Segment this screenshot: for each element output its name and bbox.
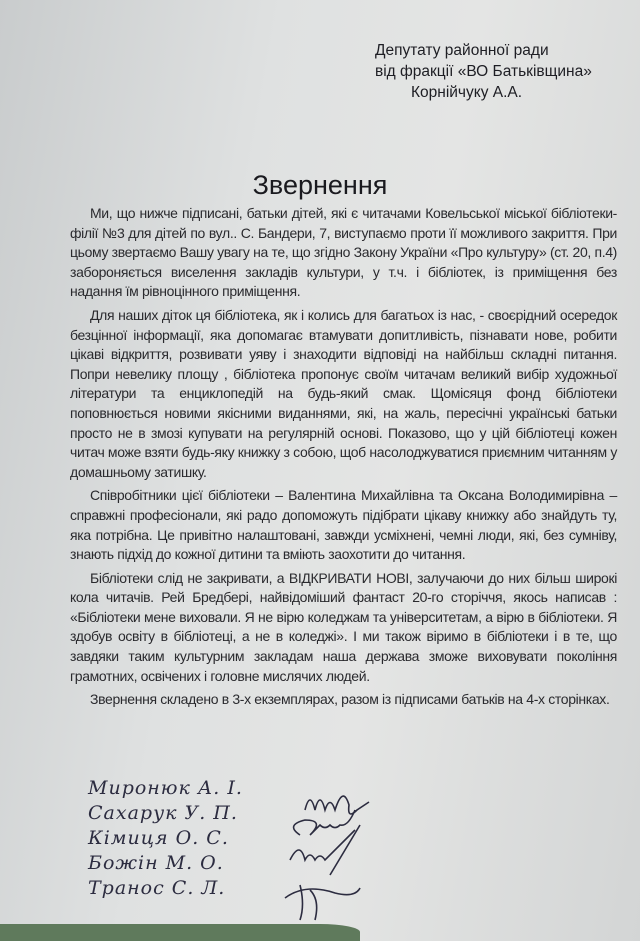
signature-name: Божін М. О. xyxy=(88,852,224,874)
addressee-line: від фракції «ВО Батьківщина» xyxy=(375,63,592,80)
background-surface xyxy=(0,924,360,941)
paragraph: Співробітники цієї бібліотеки – Валентина Михайлівна та Оксана Володимирівна – справжні професіонали, які радо допоможуть підібрати цікаву книжку або знайдуть ту, яка потрібна. Це привітно налаштовані, завжди усміхнені, чемні люди, які, без сумніву, знають підхід до кожної дитини та вміють заохотити до читання. xyxy=(70,487,617,563)
paragraph: Бібліотеки слід не закривати, а ВІДКРИВАТИ НОВІ, залучаючи до них більш широкі кола читачів. Рей Бредбері, найвідоміший фантаст 20-го сторіччя, якось написав : «Бібліотеки мене виховали. Я не вірю коледжам та університетам, а вірю в бібліотеки. Я здобув освіту в бібліотеці, а не в коледжі». І ми також віримо в бібліотеки і в те, що завдяки таким культурним закладам наша держава зможе виховувати покоління грамотних, освічених і головне мислячих людей. xyxy=(70,569,617,684)
document-body xyxy=(70,204,617,714)
addressee-line: Депутату районної ради xyxy=(375,42,549,59)
handwritten-signatures xyxy=(270,780,470,930)
signature-name: Транос С. Л. xyxy=(88,877,226,899)
paragraph: Для наших діток ця бібліотека, як і колись для багатьох із нас, - своєрідний осередок безцінної інформації, яка допомагає втамувати допитливість, пізнавати нове, робити цікаві відкриття, розвивати уяву і знаходити відповіді на найбільш складні питання. Попри невелику площу , бібліотека пропонує своїм читачам великий вибір художньої літератури та енциклопедій на будь-який смак. Щомісяця фонд бібліотеки поповнюється новими якісними виданнями, які, на жаль, пересічні українські батьки просто не в змозі купувати на регулярній основі. Показово, що у цій бібліотеці кожен читач може взяти будь-яку книжку з собою, щоб насолоджуватися приємним читанням у домашньому затишку. xyxy=(70,306,617,480)
signature-name: Кімиця О. С. xyxy=(88,827,229,849)
signature-list xyxy=(88,776,243,901)
signature-name: Миронюк А. І. xyxy=(88,777,243,799)
paragraph: Ми, що нижче підписані, батьки дітей, які є читачами Ковельської міської бібліотеки-філії №3 для дітей по вул.. С. Бандери, 7, виступаємо проти її можливого закриття. При цьому звертаємо Вашу увагу на те, що згідно Закону України «Про культуру» (ст. 20, п.4) забороняється виселення закладів культури, у т.ч. і бібліотек, із приміщення без надання їм рівноцінного приміщення. xyxy=(70,205,617,300)
document-title: Звернення xyxy=(252,170,388,200)
signature-name: Сахарук У. П. xyxy=(88,802,238,824)
addressee-block xyxy=(375,40,592,103)
paragraph: Звернення складено в 3-х екземплярах, разом із підписами батьків на 4-х сторінках. xyxy=(90,691,610,708)
addressee-name: Корнійчуку А.А. xyxy=(411,84,523,101)
